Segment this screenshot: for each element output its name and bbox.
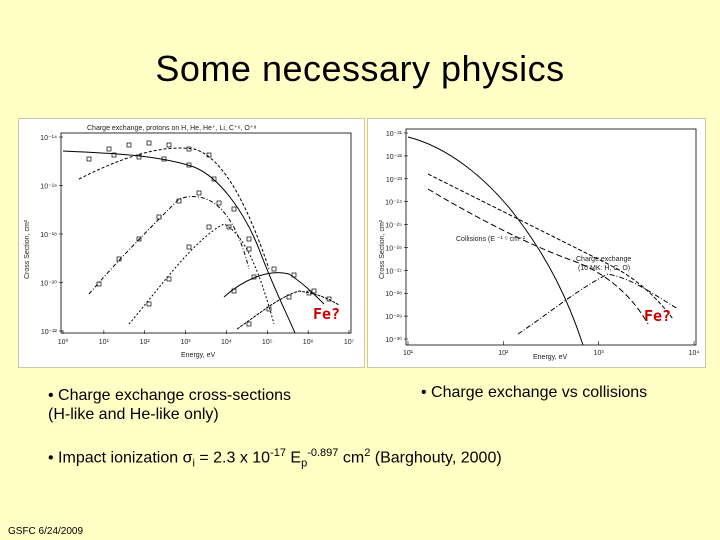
ytick-label: 10⁻²² — [385, 153, 402, 161]
bullet-impact-ionization — [48, 444, 502, 474]
ytick-label: 10⁻²¹ — [385, 131, 402, 138]
bullet-cx-vs-collisions: • Charge exchange vs collisions — [421, 384, 648, 401]
ytick-label: 10⁻¹⁴ — [40, 135, 57, 142]
left-plot-svg — [19, 119, 364, 367]
data-point-marker — [147, 141, 151, 145]
ytick-label: 10⁻³⁰ — [385, 337, 402, 344]
impact-exp1: -17 — [270, 447, 286, 459]
data-point-marker — [217, 201, 221, 205]
bullet-cx-line2: (H-like and He-like only) — [48, 406, 219, 423]
impact-ref: (Barghouty, 2000) — [370, 449, 502, 467]
ytick-label: 10⁻²⁹ — [385, 314, 402, 322]
left-curve-h — [63, 151, 295, 333]
data-point-marker — [207, 225, 211, 229]
left-plot-title: Charge exchange, protons on H, He, He⁺, Li, C⁺⁶, O⁺⁸ — [87, 125, 257, 132]
footer-date: GSFC 6/24/2009 — [8, 526, 84, 537]
bullet-cx-line1: • Charge exchange cross-sections — [48, 387, 292, 404]
right-plot-xlabel: Energy, eV — [533, 354, 568, 361]
xtick-label: 10³ — [593, 350, 604, 357]
xtick-label: 10¹ — [402, 350, 414, 357]
ytick-label: 10⁻²⁶ — [385, 245, 402, 253]
data-point-marker — [247, 247, 251, 251]
bullet-cx-cross-sections — [48, 386, 291, 424]
data-point-marker — [187, 245, 191, 249]
data-point-marker — [107, 147, 111, 151]
right-fe-marker: Fe? — [644, 307, 672, 325]
xtick-label: 10² — [139, 339, 150, 346]
left-plot-xlabel: Energy, eV — [181, 352, 216, 359]
data-point-marker — [197, 191, 201, 195]
left-fe-marker: Fe? — [313, 305, 341, 323]
xtick-label: 10⁰ — [57, 339, 69, 346]
xtick-label: 10¹ — [98, 339, 109, 346]
data-point-marker — [272, 267, 276, 271]
right-annotation-cx-1: Charge exchange — [576, 256, 632, 263]
data-point-marker — [127, 143, 131, 147]
data-point-marker — [232, 207, 236, 211]
left-curve-c — [224, 273, 324, 304]
impact-e: E — [285, 449, 302, 467]
ytick-label: 10⁻²⁷ — [385, 268, 402, 276]
right-curve-cx-1 — [428, 174, 673, 319]
xtick-label: 10⁷ — [343, 339, 355, 346]
ytick-label: 10⁻¹⁶ — [40, 183, 57, 191]
left-curve-he-plus — [89, 197, 249, 294]
sigma-symbol: σ — [182, 449, 193, 467]
data-point-marker — [247, 237, 251, 241]
impact-e-sub: p — [301, 457, 308, 470]
data-point-marker — [147, 302, 151, 306]
left-curve-he — [79, 148, 269, 269]
ytick-label: 10⁻²⁰ — [40, 280, 57, 288]
impact-exp3: 2 — [364, 447, 371, 459]
data-point-marker — [247, 322, 251, 326]
left-plot-image — [18, 118, 365, 368]
xtick-label: 10⁶ — [302, 339, 314, 346]
right-curve-cx-3 — [518, 274, 678, 334]
ytick-label: 10⁻²² — [40, 329, 57, 336]
slide-title: Some necessary physics — [155, 48, 565, 89]
impact-eq: = 2.3 x 10 — [194, 449, 271, 467]
impact-prefix: • Impact ionization — [48, 449, 183, 467]
xtick-label: 10³ — [180, 339, 191, 346]
data-point-marker — [87, 157, 91, 161]
right-annotation-collisions: Collisions (E ⁻¹ ⁵ cm⁻² — [456, 236, 526, 243]
xtick-label: 10⁴ — [221, 339, 232, 346]
ytick-label: 10⁻²⁴ — [385, 199, 402, 207]
impact-exp2: -0.897 — [307, 447, 339, 459]
right-plot-ylabel: Cross Section, cm² — [379, 219, 386, 279]
right-plot-image — [367, 118, 706, 368]
left-plot-ylabel: Cross Section, cm² — [24, 219, 31, 279]
ytick-label: 10⁻²⁸ — [385, 291, 402, 299]
ytick-label: 10⁻¹⁸ — [40, 232, 57, 239]
right-plot-svg — [368, 119, 705, 367]
sigma-sub: i — [192, 457, 195, 470]
left-curve-li — [129, 224, 274, 324]
xtick-label: 10⁴ — [688, 350, 700, 357]
data-point-marker — [167, 143, 171, 147]
xtick-label: 10² — [498, 350, 509, 357]
ytick-label: 10⁻²³ — [385, 176, 402, 184]
ytick-label: 10⁻²⁵ — [385, 222, 402, 230]
impact-unit: cm — [338, 449, 365, 467]
xtick-label: 10⁵ — [261, 339, 273, 346]
right-annotation-cx-2: (10 MK: H, C, O) — [578, 265, 631, 272]
